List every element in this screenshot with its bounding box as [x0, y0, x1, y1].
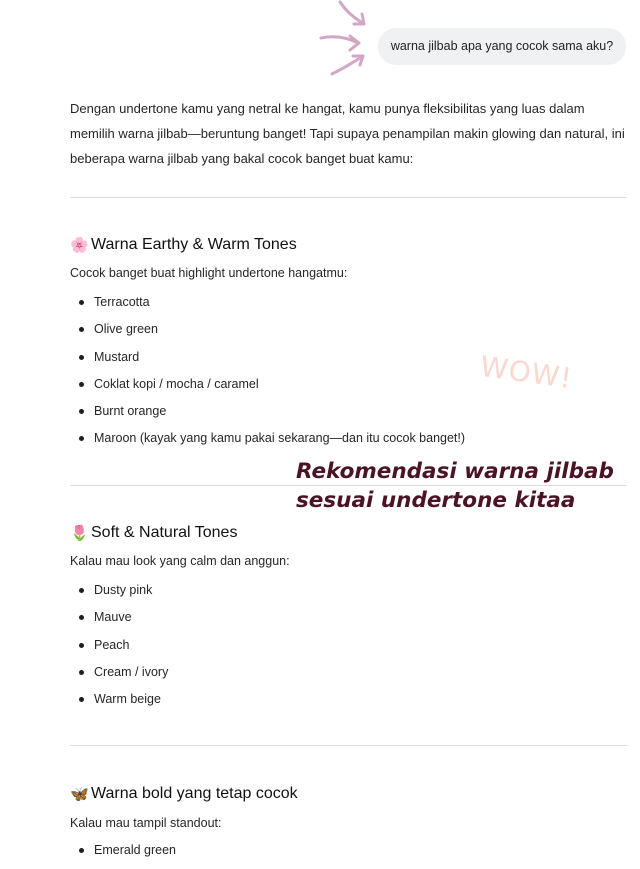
divider	[70, 197, 627, 198]
list-item-label: Mauve	[94, 610, 132, 625]
section-heading-earthy	[70, 236, 297, 254]
tulip-icon: 🌷	[70, 525, 89, 542]
section-title: Warna Earthy & Warm Tones	[91, 236, 297, 253]
list-item-label: Terracotta	[94, 295, 150, 309]
color-list-soft	[70, 582, 168, 718]
bullet	[79, 409, 84, 414]
cherry-blossom-icon: 🌸	[70, 237, 89, 254]
user-message-bubble: warna jilbab apa yang cocok sama aku?	[378, 28, 626, 65]
list-item-label: Warm beige	[94, 692, 161, 707]
list-item	[70, 349, 465, 376]
overlay-title	[296, 457, 614, 515]
list-item	[70, 403, 465, 430]
bullet	[79, 436, 84, 441]
section-subtitle: Kalau mau look yang calm dan anggun:	[70, 554, 290, 568]
list-item	[70, 691, 168, 718]
list-item-label: Mustard	[94, 349, 140, 364]
list-item	[70, 582, 168, 609]
arrow-doodle-icon	[318, 0, 380, 80]
bullet	[79, 300, 84, 305]
section-heading-soft	[70, 524, 237, 542]
list-item-label: Maroon (kayak yang kamu pakai sekarang—dan itu cocok banget!)	[94, 431, 466, 446]
list-item-label: Cream / ivory	[94, 664, 169, 679]
list-item	[70, 609, 168, 636]
bullet	[79, 848, 84, 853]
list-item	[70, 842, 176, 869]
bullet	[79, 670, 84, 675]
bullet	[79, 327, 84, 332]
section-subtitle: Kalau mau tampil standout:	[70, 816, 222, 830]
list-item	[70, 376, 465, 403]
list-item	[70, 637, 168, 664]
list-item-label: Coklat kopi / mocha / caramel	[94, 376, 259, 391]
bullet	[79, 355, 84, 360]
intro-paragraph: Dengan undertone kamu yang netral ke hangat, kamu punya fleksibilitas yang luas dalam memilih warna jilbab—beruntung banget! Tapi supaya penampilan makin glowing dan natural, ini beberapa warna jilbab yang bakal cocok banget buat kamu:	[70, 101, 625, 166]
color-list-earthy	[70, 294, 465, 458]
section-title: Warna bold yang tetap cocok	[91, 785, 298, 802]
list-item-label: Emerald green	[94, 843, 176, 857]
section-subtitle: Cocok banget buat highlight undertone hangatmu:	[70, 266, 348, 280]
bullet	[79, 382, 84, 387]
bullet	[79, 588, 84, 593]
divider	[70, 745, 627, 746]
list-item-label: Burnt orange	[94, 404, 167, 419]
section-heading-bold	[70, 785, 298, 803]
list-item	[70, 430, 465, 457]
list-item	[70, 321, 465, 348]
list-item-label: Dusty pink	[94, 583, 153, 597]
bullet	[79, 643, 84, 648]
list-item-label: Olive green	[94, 322, 158, 337]
overlay-title-line: Rekomendasi warna jilbab	[296, 459, 614, 484]
list-item	[70, 294, 465, 321]
section-title: Soft & Natural Tones	[91, 524, 238, 541]
list-item-label: Peach	[94, 637, 130, 652]
list-item	[70, 664, 168, 691]
wow-sticker: WOW!	[478, 349, 575, 396]
overlay-title-line: sesuai undertone kitaa	[296, 488, 576, 513]
bullet	[79, 697, 84, 702]
color-list-bold	[70, 842, 176, 869]
bullet	[79, 615, 84, 620]
butterfly-icon: 🦋	[70, 786, 89, 803]
